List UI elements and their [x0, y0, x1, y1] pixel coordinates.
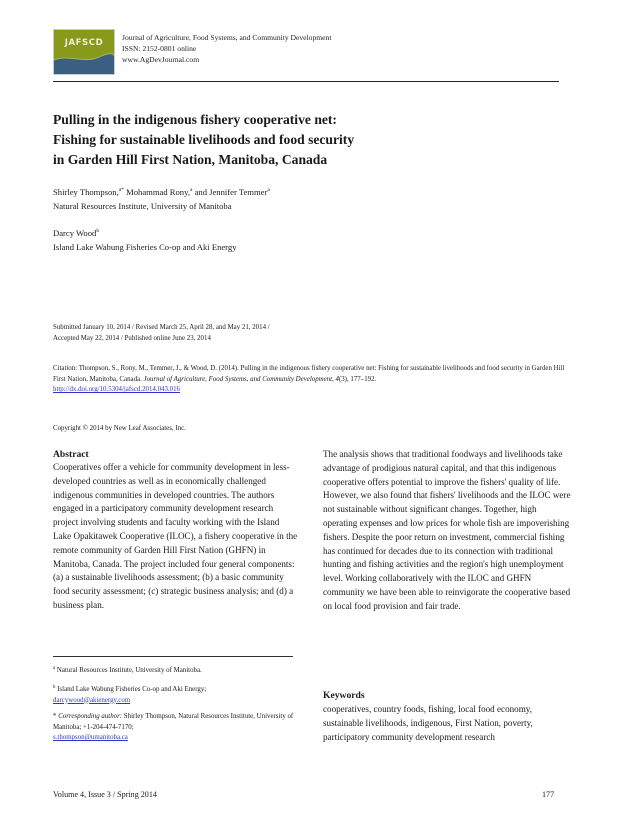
footnote-divider — [53, 656, 293, 657]
journal-website: www.AgDevJournal.com — [122, 55, 200, 64]
keywords-heading: Keywords — [323, 690, 365, 701]
author-affiliation-mark: a* — [118, 187, 124, 193]
copyright: Copyright © 2014 by New Leaf Associates, Inc. — [53, 425, 186, 432]
footnote-text: Island Lake Wabung Fisheries Co-op and Aki Energy; — [57, 686, 207, 693]
citation-journal: Journal of Agriculture, Food Systems, and Community Development, 4 — [143, 375, 339, 383]
author-group-2 — [53, 224, 237, 254]
author-name: Shirley Thompson, — [53, 187, 119, 197]
abstract-heading: Abstract — [53, 449, 89, 460]
dates-line: Accepted May 22, 2014 / Published online June 23, 2014 — [53, 334, 211, 342]
title-line: in Garden Hill First Nation, Manitoba, Canada — [53, 152, 328, 167]
journal-name: Journal of Agriculture, Food Systems, and Community Development — [122, 33, 332, 42]
logo-text: JAFSCD — [64, 38, 104, 48]
footnote-text: Shirley Thompson, Natural Resources Institute, University of Manitoba; +1-204-474-7170; — [53, 713, 294, 731]
abstract-left-column — [53, 461, 298, 613]
title-line: Fishing for sustainable livelihoods and food security — [53, 132, 355, 147]
author-affiliation-mark: b — [96, 228, 100, 234]
author-group-1 — [53, 183, 270, 213]
abstract-right-column — [323, 448, 573, 614]
doi-link[interactable]: http://dx.doi.org/10.5304/jafscd.2014.043.016 — [53, 386, 180, 393]
keywords-list: cooperatives, country foods, fishing, local food economy, sustainable livelihoods, indigenous, First Nation, poverty, participatory community development research — [323, 704, 533, 742]
footnote-mark: a — [53, 666, 56, 671]
abstract-paragraph: The analysis shows that traditional foodways and livelihoods take advantage of prodigious natural capital, and that this indigenous cooperative offers potential to improve the fishers' quality of life. However, we also found that fishers' livelihoods and the ILOC were not sustainable without significant changes. Together, high operating expenses and low prices for whole fish are impoverishing fishers. Despite the poor return on investment, commercial fishing has continued for decades due to its connection with traditional hunting and fishing activities and the region's high unemployment level. Working collaboratively with the ILOC and GHFN community we have been able to reinvigorate the cooperative based on local food provision and fair trade. — [323, 449, 571, 611]
author-name: Mohammad Rony, — [123, 187, 190, 197]
footnote-text: Natural Resources Institute, University of Manitoba. — [56, 667, 202, 674]
submission-dates — [53, 323, 270, 344]
footnote-b — [53, 683, 298, 706]
page-number: 177 — [542, 790, 555, 799]
author-affiliation-mark: a — [267, 187, 270, 193]
journal-logo — [53, 29, 115, 75]
citation — [53, 364, 573, 396]
author-name: and Jennifer Temmer — [192, 187, 268, 197]
corresponding-label: Corresponding author: — [58, 713, 123, 720]
title-line: Pulling in the indigenous fishery cooperative net: — [53, 112, 337, 127]
author-name: Darcy Wood — [53, 228, 97, 238]
header-divider — [53, 81, 559, 82]
author-names — [53, 183, 270, 199]
footnote-mark: b — [53, 685, 56, 690]
footnote-mark: * — [53, 713, 57, 720]
dates-line: Submitted January 10, 2014 / Revised March 25, April 28, and May 21, 2014 / — [53, 324, 270, 331]
author-affiliation-mark: a — [189, 187, 193, 193]
issue-info: Volume 4, Issue 3 / Spring 2014 — [53, 790, 157, 799]
author-affiliation: Island Lake Wabung Fisheries Co-op and Aki Energy — [53, 242, 237, 252]
email-link[interactable]: s.thompson@umanitoba.ca — [53, 734, 128, 741]
issn: ISSN: 2152-0801 online — [122, 44, 197, 53]
footnote-a — [53, 664, 298, 677]
citation-text: Citation: Thompson, S., Rony, M., Temmer, J., & Wood, D. (2014). Pulling in the indigenous fishery cooperative net: Fishing for sustainable livelihoods and food security in Garden Hill First Nation, Manitoba, Canada. — [53, 365, 565, 383]
abstract-paragraph: Cooperatives offer a vehicle for community development in less-developed countries as well as in economically challenged indigenous communities in developed countries. The authors engaged in a participatory community development research project involving students and faculty working with the Island Lake Opakitawek Cooperative (ILOC), a fishery cooperative in the remote community of Garden Hill First Nation (GHFN) in Manitoba, Canada. The project included four general components: (a) a sustainable livelihoods assessment; (b) a basic community food security assessment; (c) strategic business analysis; and (d) a business plan. — [53, 462, 298, 610]
logo-wave-graphic — [54, 30, 114, 74]
email-link[interactable]: darcywood@akienergy.com — [53, 696, 131, 704]
footnote-corresponding — [53, 712, 298, 744]
article-title — [53, 110, 354, 170]
journal-info — [122, 32, 331, 65]
author-affiliation: Natural Resources Institute, University of Manitoba — [53, 201, 232, 211]
citation-pages: (3), 177–192. — [338, 375, 377, 383]
author-names — [53, 224, 237, 240]
